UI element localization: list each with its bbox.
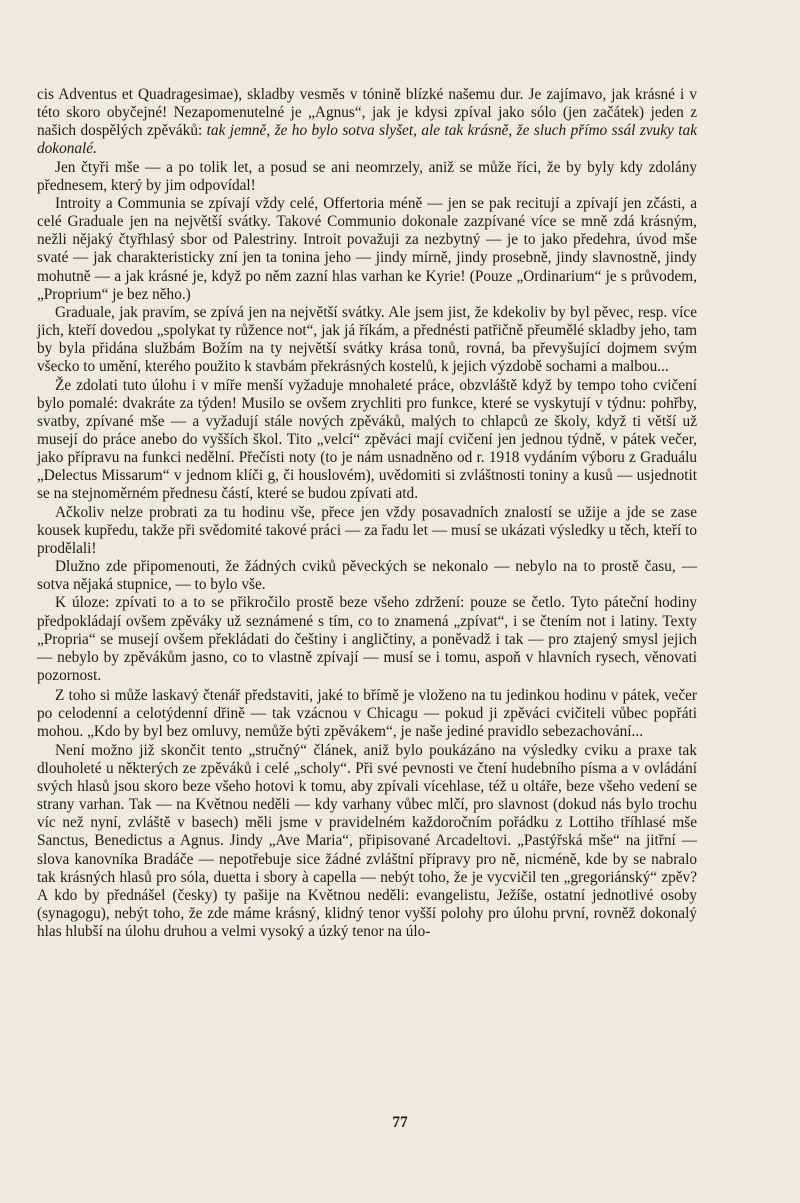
paragraph-4: Graduale, jak pravím, se zpívá jen na největší svátky. Ale jsem jist, že kdekoliv by byl pěvec, resp. více jich, kteří dovedou „spolykat ty růžence not“, jak já říkám, a přednésti patřičně přeumělé skladby jeho, tam by byla přidána službám Božím na ty největší svátky krása tonů, rovná, ba převyšující dojmem svým všecko to umění, kterého použito k stavbám překrásných kostelů, k jejich výzdobě sochami a malbou... (37, 303, 697, 376)
paragraph-8: K úloze: zpívati to a to se přikročilo prostě beze všeho zdržení: pouze se četlo. Tyto páteční hodiny předpokládají ovšem zpěváky už seznámené s tím, co to znamená „zpívat“, i se čtením not i latiny. Texty „Propria“ se musejí ovšem překládati do češtiny i angličtiny, a poněvadž i tak — pro ztajený smysl jejich — nebylo by zpěvákům jasno, co to vlastně zpívají — musí se i tomu, aspoň v hlavních rysech, věnovati pozornost. (37, 594, 697, 684)
paragraph-1-text: cis Adventus et Quadragesimae), skladby vesměs v tónině blízké našemu dur. Je zajímavo, jak krásné i v této skoro obyčejné! Nezapomenutelné je „Agnus“, jak je kdysi zpíval jako sólo (jen začátek) jeden z našich dospělých zpěváků: (37, 86, 697, 140)
article-text (37, 86, 697, 941)
paragraph-3: Introity a Communia se zpívají vždy celé, Offertoria méně — jen se pak recitují a zpívají jen zčásti, a celé Graduale jen na největší svátky. Takové Communio dokonale zazpívané více se mně zdá krásným, nežli nějaký čtyřhlasý sbor od Palestriny. Introit považuji za nezbytný — je to jako předehra, úvod mše svaté — jak charakteristicky zní jen ta tonina jeho — jindy mírně, jindy prosebně, jindy slavnostně, jindy mohutně — a jak krásné je, když po něm zazní hlas varhan ke Kyrie! (Pouze „Ordinarium“ je s průvodem, „Proprium“ je bez něho.) (37, 194, 697, 303)
page-number: 77 (392, 1114, 408, 1131)
paragraph-9: Z toho si může laskavý čtenář představiti, jaké to břímě je vloženo na tu jedinkou hodinu v pátek, večer po celodenní a celotýdenní dřině — tak vzácnou v Chicagu — pokud ji zpěváci cvičiteli vůbec popřáti mohou. „Kdo by byl bez omluvy, nemůže býti zpěvákem“, je naše jediné pravidlo sebezachování... (37, 687, 697, 741)
paragraph-1-italic-text: tak jemně, že ho bylo sotva slyšet, ale tak krásně, že sluch přímo ssál zvuky tak dokonalé. (37, 122, 697, 158)
paragraph-5: Že zdolati tuto úlohu i v míře menší vyžaduje mnohaleté práce, obzvláště když by tempo toho cvičení bylo pomalé: dvakráte za týden! Musilo se ovšem zrychliti pro funkce, které se vyskytují v týdnu: pohřby, svatby, zpívané mše — a vyžadují stále nových zpěváků, malých to chlapců ze školy, když ti větší už musejí do práce anebo do vyšších škol. Tito „velcí“ zpěváci mají cvičení jen jednou týdně, v pátek večer, jako přípravu na funkci nedělní. Přečísti noty (to je nám usnadněno od r. 1918 vydáním výboru z Graduálu „Delectus Missarum“ v jednom klíči g, či houslovém), uvědomiti si zvláštnosti toniny a kusů — usjednotit se na stejnoměrném přednesu částí, které se budou zpívati atd. (37, 376, 697, 503)
paragraph-10: Není možno již skončit tento „stručný“ článek, aniž bylo poukázáno na výsledky cviku a praxe tak dlouholeté u některých ze zpěváků i celé „scholy“. Při své pevnosti ve čtení hudebního písma a v ovládání svých hlasů jsou skoro beze všeho hotovi k tomu, aby zpívali vícehlase, též u oltáře, beze všeho vedení se strany varhan. Tak — na Květnou neděli — kdy varhany vůbec mlčí, pro slavnost (dokud nás bylo trochu víc než nyní, zvláště v basech) měli jsme v pravidelném každoročním pořádku z Lottiho tříhlasé mše Sanctus, Benedictus a Agnus. Jindy „Ave Maria“, připisované Arcadeltovi. „Pastýřská mše“ na jitřní — slova kanovníka Bradáče — nepotřebuje sice žádné zvláštní přípravy pro ně, nicméně, kde by se nabralo tak krásných hlasů pro sóla, duetta i sbory à capella — nebýt toho, že je vycvičil ten „gregoriánský“ zpěv? A kdo by přednášel (česky) ty pašije na Květnou neděli: evangelistu, Ježíše, ostatní jednotlivé osoby (synagogu), nebýt toho, že zde máme krásný, klidný tenor vyšší polohy pro úlohu první, rovněž dokonalý hlas hlubší na úlohu druhou a velmi vysoký a úzký tenor na úlo- (37, 741, 697, 941)
paragraph-7: Dlužno zde připomenouti, že žádných cviků pěveckých se nekonalo — nebylo na to prostě času, — sotva nějaká stupnice, — to bylo vše. (37, 558, 697, 594)
paragraph-6: Ačkoliv nelze probrati za tu hodinu vše, přece jen vždy posavadních znalostí se užije a jde se zase kousek kupředu, takže při svědomité takové práci — za řadu let — musí se ukázati výsledky u těch, kteří to prodělali! (37, 503, 697, 557)
paragraph-1 (37, 86, 697, 159)
paragraph-2: Jen čtyři mše — a po tolik let, a posud se ani neomrzely, aniž se může říci, že by byly kdy zdolány přednesem, který by jim odpovídal! (37, 158, 697, 194)
